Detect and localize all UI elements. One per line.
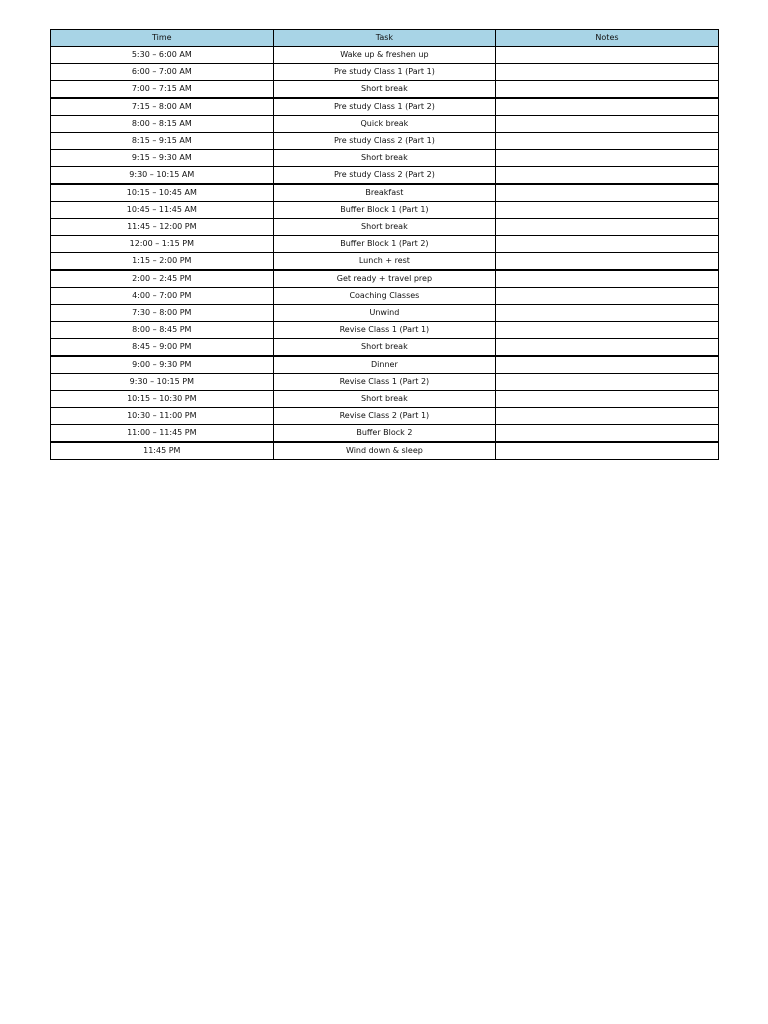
time-cell: 8:00 – 8:15 AM xyxy=(51,116,274,133)
task-cell: Buffer Block 2 xyxy=(273,425,496,443)
task-cell: Pre study Class 2 (Part 1) xyxy=(273,133,496,150)
time-cell: 10:15 – 10:30 PM xyxy=(51,391,274,408)
task-cell: Buffer Block 1 (Part 1) xyxy=(273,202,496,219)
task-cell: Coaching Classes xyxy=(273,288,496,305)
notes-cell[interactable] xyxy=(496,270,719,288)
notes-cell[interactable] xyxy=(496,425,719,443)
schedule-sheet xyxy=(50,29,718,460)
task-cell: Short break xyxy=(273,391,496,408)
table-row xyxy=(51,236,719,253)
time-cell: 12:00 – 1:15 PM xyxy=(51,236,274,253)
time-cell: 10:15 – 10:45 AM xyxy=(51,184,274,202)
time-cell: 7:30 – 8:00 PM xyxy=(51,305,274,322)
time-cell: 11:45 – 12:00 PM xyxy=(51,219,274,236)
time-cell: 7:00 – 7:15 AM xyxy=(51,81,274,99)
time-cell: 9:00 – 9:30 PM xyxy=(51,356,274,374)
task-cell: Get ready + travel prep xyxy=(273,270,496,288)
task-cell: Pre study Class 1 (Part 2) xyxy=(273,98,496,116)
table-row xyxy=(51,356,719,374)
task-cell: Pre study Class 2 (Part 2) xyxy=(273,167,496,185)
table-row xyxy=(51,133,719,150)
table-row xyxy=(51,184,719,202)
time-cell: 10:45 – 11:45 AM xyxy=(51,202,274,219)
notes-cell[interactable] xyxy=(496,253,719,271)
table-row xyxy=(51,253,719,271)
task-cell: Wake up & freshen up xyxy=(273,47,496,64)
time-cell: 1:15 – 2:00 PM xyxy=(51,253,274,271)
header-task: Task xyxy=(273,30,496,47)
time-cell: 4:00 – 7:00 PM xyxy=(51,288,274,305)
schedule-table xyxy=(50,29,719,460)
task-cell: Revise Class 1 (Part 1) xyxy=(273,322,496,339)
notes-cell[interactable] xyxy=(496,374,719,391)
time-cell: 2:00 – 2:45 PM xyxy=(51,270,274,288)
table-row xyxy=(51,391,719,408)
task-cell: Revise Class 1 (Part 2) xyxy=(273,374,496,391)
task-cell: Unwind xyxy=(273,305,496,322)
time-cell: 8:15 – 9:15 AM xyxy=(51,133,274,150)
table-row xyxy=(51,408,719,425)
time-cell: 9:30 – 10:15 PM xyxy=(51,374,274,391)
table-row xyxy=(51,202,719,219)
table-row xyxy=(51,219,719,236)
notes-cell[interactable] xyxy=(496,442,719,460)
task-cell: Buffer Block 1 (Part 2) xyxy=(273,236,496,253)
notes-cell[interactable] xyxy=(496,47,719,64)
notes-cell[interactable] xyxy=(496,150,719,167)
time-cell: 8:45 – 9:00 PM xyxy=(51,339,274,357)
table-row xyxy=(51,98,719,116)
task-cell: Breakfast xyxy=(273,184,496,202)
notes-cell[interactable] xyxy=(496,322,719,339)
time-cell: 5:30 – 6:00 AM xyxy=(51,47,274,64)
task-cell: Short break xyxy=(273,219,496,236)
table-row xyxy=(51,150,719,167)
time-cell: 6:00 – 7:00 AM xyxy=(51,64,274,81)
task-cell: Pre study Class 1 (Part 1) xyxy=(273,64,496,81)
table-row xyxy=(51,288,719,305)
time-cell: 11:00 – 11:45 PM xyxy=(51,425,274,443)
time-cell: 10:30 – 11:00 PM xyxy=(51,408,274,425)
notes-cell[interactable] xyxy=(496,81,719,99)
notes-cell[interactable] xyxy=(496,64,719,81)
notes-cell[interactable] xyxy=(496,98,719,116)
table-row xyxy=(51,270,719,288)
notes-cell[interactable] xyxy=(496,236,719,253)
task-cell: Short break xyxy=(273,81,496,99)
time-cell: 7:15 – 8:00 AM xyxy=(51,98,274,116)
notes-cell[interactable] xyxy=(496,356,719,374)
notes-cell[interactable] xyxy=(496,219,719,236)
task-cell: Dinner xyxy=(273,356,496,374)
notes-cell[interactable] xyxy=(496,305,719,322)
time-cell: 9:15 – 9:30 AM xyxy=(51,150,274,167)
task-cell: Wind down & sleep xyxy=(273,442,496,460)
table-row xyxy=(51,374,719,391)
table-row xyxy=(51,339,719,357)
notes-cell[interactable] xyxy=(496,184,719,202)
table-row xyxy=(51,425,719,443)
table-row xyxy=(51,116,719,133)
table-row xyxy=(51,305,719,322)
notes-cell[interactable] xyxy=(496,202,719,219)
notes-cell[interactable] xyxy=(496,288,719,305)
notes-cell[interactable] xyxy=(496,408,719,425)
notes-cell[interactable] xyxy=(496,167,719,185)
task-cell: Short break xyxy=(273,150,496,167)
notes-cell[interactable] xyxy=(496,339,719,357)
notes-cell[interactable] xyxy=(496,391,719,408)
time-cell: 11:45 PM xyxy=(51,442,274,460)
task-cell: Revise Class 2 (Part 1) xyxy=(273,408,496,425)
task-cell: Short break xyxy=(273,339,496,357)
table-row xyxy=(51,167,719,185)
table-row xyxy=(51,81,719,99)
table-row xyxy=(51,322,719,339)
table-row xyxy=(51,64,719,81)
notes-cell[interactable] xyxy=(496,133,719,150)
header-notes: Notes xyxy=(496,30,719,47)
task-cell: Lunch + rest xyxy=(273,253,496,271)
time-cell: 9:30 – 10:15 AM xyxy=(51,167,274,185)
header-time: Time xyxy=(51,30,274,47)
table-row xyxy=(51,47,719,64)
header-row xyxy=(51,30,719,47)
table-row xyxy=(51,442,719,460)
notes-cell[interactable] xyxy=(496,116,719,133)
task-cell: Quick break xyxy=(273,116,496,133)
time-cell: 8:00 – 8:45 PM xyxy=(51,322,274,339)
